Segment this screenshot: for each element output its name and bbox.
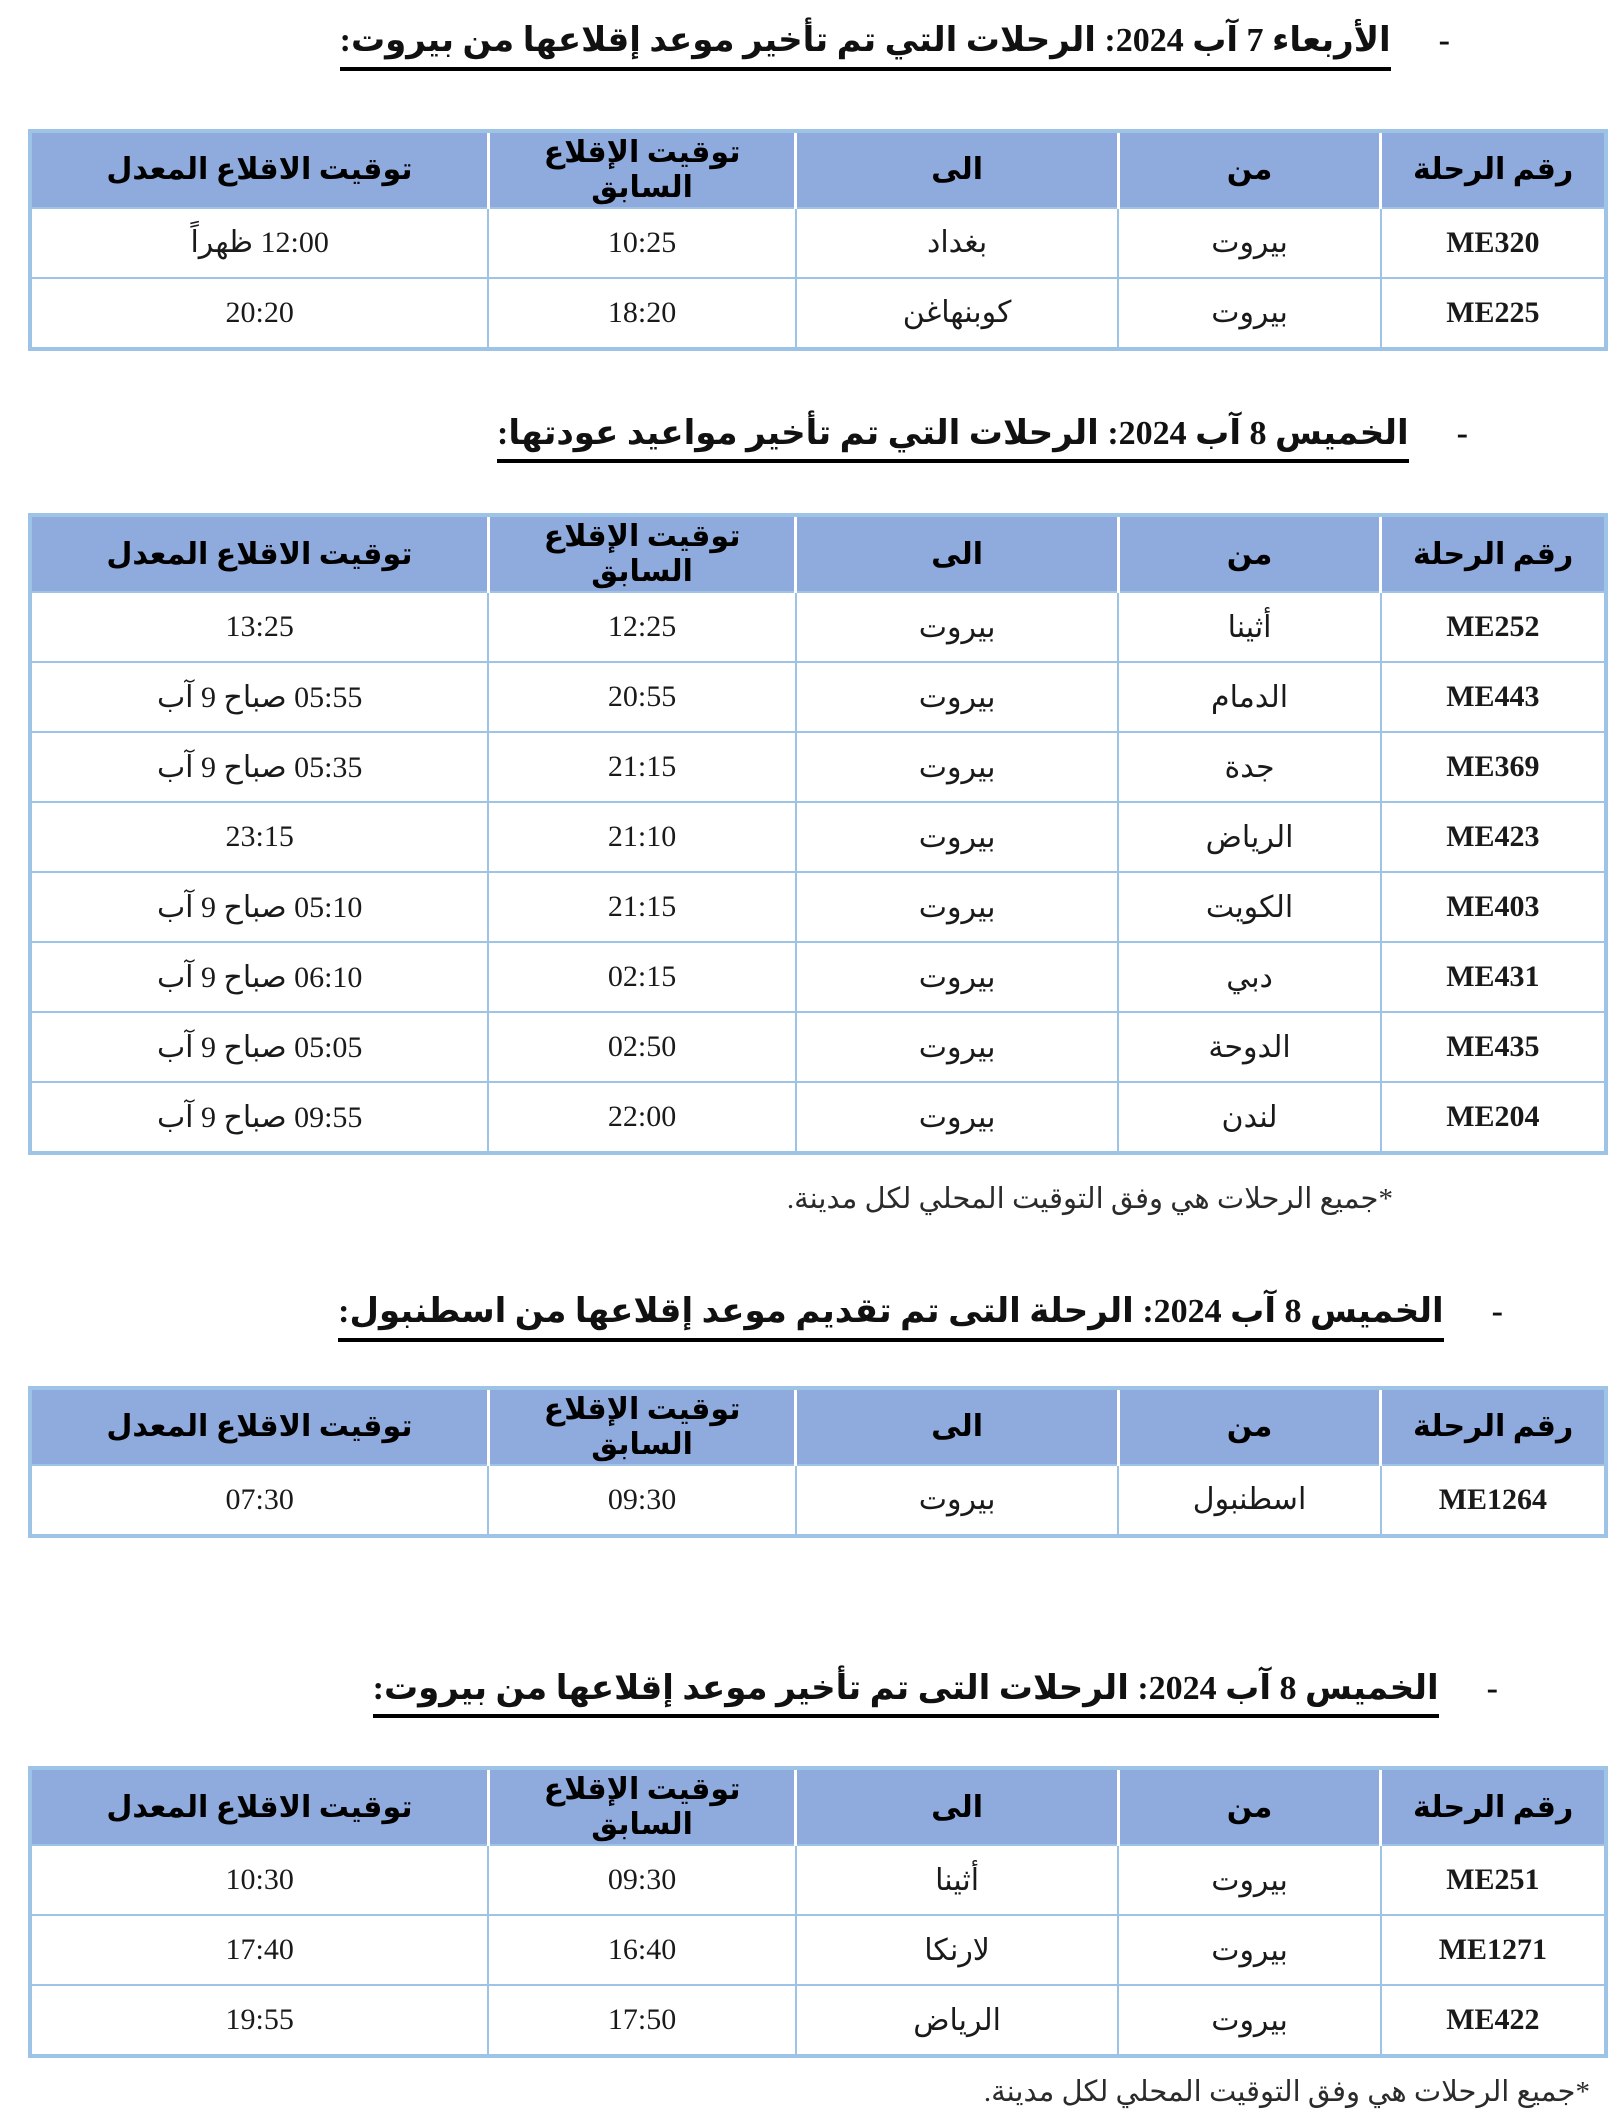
- section-thu-8-aug-return-delays: [0, 413, 1618, 1217]
- section-heading-text: الأربعاء 7 آب 2024: الرحلات التي تم تأخير موعد إقلاعها من بيروت:: [340, 20, 1391, 71]
- column-header: رقم الرحلة: [1381, 515, 1606, 592]
- column-header: الى: [796, 131, 1119, 208]
- page: [0, 20, 1618, 2068]
- table-row: [30, 872, 1606, 942]
- previous-time-cell: 12:25: [488, 592, 795, 662]
- previous-time-cell: 10:25: [488, 208, 795, 278]
- table-body: [30, 1845, 1606, 2056]
- from-cell: دبي: [1118, 942, 1380, 1012]
- from-cell: اسطنبول: [1118, 1465, 1380, 1536]
- from-cell: الرياض: [1118, 802, 1380, 872]
- previous-time-cell: 17:50: [488, 1985, 795, 2056]
- table-row: [30, 1845, 1606, 1915]
- flight-number-cell: ME1271: [1381, 1915, 1606, 1985]
- column-header: رقم الرحلة: [1381, 1388, 1606, 1465]
- to-cell: بيروت: [796, 1082, 1119, 1153]
- to-cell: بيروت: [796, 1465, 1119, 1536]
- table-header: [30, 1388, 1606, 1465]
- to-cell: بيروت: [796, 802, 1119, 872]
- table-row: [30, 592, 1606, 662]
- list-dash: -: [1439, 20, 1450, 63]
- flights-table: [28, 513, 1608, 1155]
- column-header: توقيت الإقلاع السابق: [488, 515, 795, 592]
- revised-time-cell: 05:55 صباح 9 آب: [30, 662, 488, 732]
- previous-time-cell: 09:30: [488, 1845, 795, 1915]
- column-header: من: [1118, 515, 1380, 592]
- header-row: [30, 131, 1606, 208]
- previous-time-cell: 21:15: [488, 872, 795, 942]
- flights-table: [28, 1386, 1608, 1538]
- to-cell: بيروت: [796, 592, 1119, 662]
- column-header: توقيت الاقلاع المعدل: [30, 131, 488, 208]
- revised-time-cell: 17:40: [30, 1915, 488, 1985]
- to-cell: بيروت: [796, 1012, 1119, 1082]
- column-header: من: [1118, 1388, 1380, 1465]
- from-cell: أثينا: [1118, 592, 1380, 662]
- to-cell: بيروت: [796, 942, 1119, 1012]
- table-row: [30, 1082, 1606, 1153]
- list-dash: -: [1487, 1668, 1498, 1711]
- to-cell: بيروت: [796, 732, 1119, 802]
- flight-number-cell: ME1264: [1381, 1465, 1606, 1536]
- previous-time-cell: 21:15: [488, 732, 795, 802]
- table-body: [30, 208, 1606, 349]
- flight-number-cell: ME251: [1381, 1845, 1606, 1915]
- column-header: رقم الرحلة: [1381, 131, 1606, 208]
- revised-time-cell: 07:30: [30, 1465, 488, 1536]
- previous-time-cell: 20:55: [488, 662, 795, 732]
- list-dash: -: [1457, 413, 1468, 456]
- table-header: [30, 131, 1606, 208]
- revised-time-cell: 12:00 ظهراً: [30, 208, 488, 278]
- from-cell: لندن: [1118, 1082, 1380, 1153]
- from-cell: جدة: [1118, 732, 1380, 802]
- section-heading-text: الخميس 8 آب 2024: الرحلات التى تم تأخير موعد إقلاعها من بيروت:: [373, 1668, 1439, 1719]
- flight-number-cell: ME403: [1381, 872, 1606, 942]
- flights-table: [28, 1766, 1608, 2058]
- flight-number-cell: ME435: [1381, 1012, 1606, 1082]
- to-cell: بيروت: [796, 872, 1119, 942]
- column-header: رقم الرحلة: [1381, 1768, 1606, 1845]
- from-cell: بيروت: [1118, 278, 1380, 349]
- flight-number-cell: ME252: [1381, 592, 1606, 662]
- previous-time-cell: 02:50: [488, 1012, 795, 1082]
- column-header: توقيت الإقلاع السابق: [488, 131, 795, 208]
- table-row: [30, 802, 1606, 872]
- flight-number-cell: ME431: [1381, 942, 1606, 1012]
- local-time-note: *جميع الرحلات هي وفق التوقيت المحلي لكل مدينة.: [984, 2074, 1590, 2109]
- flight-number-cell: ME422: [1381, 1985, 1606, 2056]
- table-row: [30, 1012, 1606, 1082]
- table-header: [30, 1768, 1606, 1845]
- section-heading: [338, 1291, 1503, 1342]
- flight-number-cell: ME423: [1381, 802, 1606, 872]
- flight-number-cell: ME369: [1381, 732, 1606, 802]
- local-time-note: *جميع الرحلات هي وفق التوقيت المحلي لكل مدينة.: [787, 1181, 1393, 1216]
- from-cell: الدوحة: [1118, 1012, 1380, 1082]
- section-thu-8-aug-istanbul-advanced: [0, 1291, 1618, 1538]
- section-heading: [373, 1668, 1498, 1719]
- flight-number-cell: ME443: [1381, 662, 1606, 732]
- revised-time-cell: 13:25: [30, 592, 488, 662]
- column-header: توقيت الإقلاع السابق: [488, 1768, 795, 1845]
- previous-time-cell: 02:15: [488, 942, 795, 1012]
- column-header: توقيت الاقلاع المعدل: [30, 1768, 488, 1845]
- previous-time-cell: 22:00: [488, 1082, 795, 1153]
- revised-time-cell: 10:30: [30, 1845, 488, 1915]
- column-header: توقيت الاقلاع المعدل: [30, 515, 488, 592]
- to-cell: كوبنهاغن: [796, 278, 1119, 349]
- header-row: [30, 1388, 1606, 1465]
- revised-time-cell: 23:15: [30, 802, 488, 872]
- list-dash: -: [1492, 1291, 1503, 1334]
- revised-time-cell: 06:10 صباح 9 آب: [30, 942, 488, 1012]
- flight-number-cell: ME204: [1381, 1082, 1606, 1153]
- header-row: [30, 1768, 1606, 1845]
- revised-time-cell: 09:55 صباح 9 آب: [30, 1082, 488, 1153]
- table-row: [30, 208, 1606, 278]
- table-row: [30, 1985, 1606, 2056]
- section-heading: [340, 20, 1450, 71]
- flights-table: [28, 129, 1608, 351]
- section-thu-8-aug-beirut-delays: [0, 1668, 1618, 2109]
- column-header: توقيت الاقلاع المعدل: [30, 1388, 488, 1465]
- column-header: توقيت الإقلاع السابق: [488, 1388, 795, 1465]
- section-heading-text: الخميس 8 آب 2024: الرحلات التي تم تأخير مواعيد عودتها:: [497, 413, 1409, 464]
- column-header: من: [1118, 131, 1380, 208]
- flight-number-cell: ME225: [1381, 278, 1606, 349]
- revised-time-cell: 20:20: [30, 278, 488, 349]
- to-cell: لارنكا: [796, 1915, 1119, 1985]
- revised-time-cell: 05:35 صباح 9 آب: [30, 732, 488, 802]
- table-body: [30, 592, 1606, 1153]
- table-row: [30, 662, 1606, 732]
- from-cell: بيروت: [1118, 1915, 1380, 1985]
- table-header: [30, 515, 1606, 592]
- previous-time-cell: 16:40: [488, 1915, 795, 1985]
- from-cell: بيروت: [1118, 1845, 1380, 1915]
- column-header: الى: [796, 1768, 1119, 1845]
- column-header: الى: [796, 1388, 1119, 1465]
- to-cell: بيروت: [796, 662, 1119, 732]
- from-cell: بيروت: [1118, 1985, 1380, 2056]
- table-row: [30, 278, 1606, 349]
- table-row: [30, 1465, 1606, 1536]
- flight-number-cell: ME320: [1381, 208, 1606, 278]
- revised-time-cell: 19:55: [30, 1985, 488, 2056]
- previous-time-cell: 18:20: [488, 278, 795, 349]
- to-cell: الرياض: [796, 1985, 1119, 2056]
- from-cell: الكويت: [1118, 872, 1380, 942]
- table-row: [30, 732, 1606, 802]
- column-header: من: [1118, 1768, 1380, 1845]
- revised-time-cell: 05:10 صباح 9 آب: [30, 872, 488, 942]
- table-row: [30, 942, 1606, 1012]
- section-heading-text: الخميس 8 آب 2024: الرحلة التى تم تقديم موعد إقلاعها من اسطنبول:: [338, 1291, 1444, 1342]
- previous-time-cell: 09:30: [488, 1465, 795, 1536]
- from-cell: الدمام: [1118, 662, 1380, 732]
- column-header: الى: [796, 515, 1119, 592]
- header-row: [30, 515, 1606, 592]
- previous-time-cell: 21:10: [488, 802, 795, 872]
- table-row: [30, 1915, 1606, 1985]
- from-cell: بيروت: [1118, 208, 1380, 278]
- table-body: [30, 1465, 1606, 1536]
- revised-time-cell: 05:05 صباح 9 آب: [30, 1012, 488, 1082]
- to-cell: أثينا: [796, 1845, 1119, 1915]
- section-wed-7-aug-beirut-delays: [0, 20, 1618, 351]
- section-heading: [497, 413, 1468, 464]
- to-cell: بغداد: [796, 208, 1119, 278]
